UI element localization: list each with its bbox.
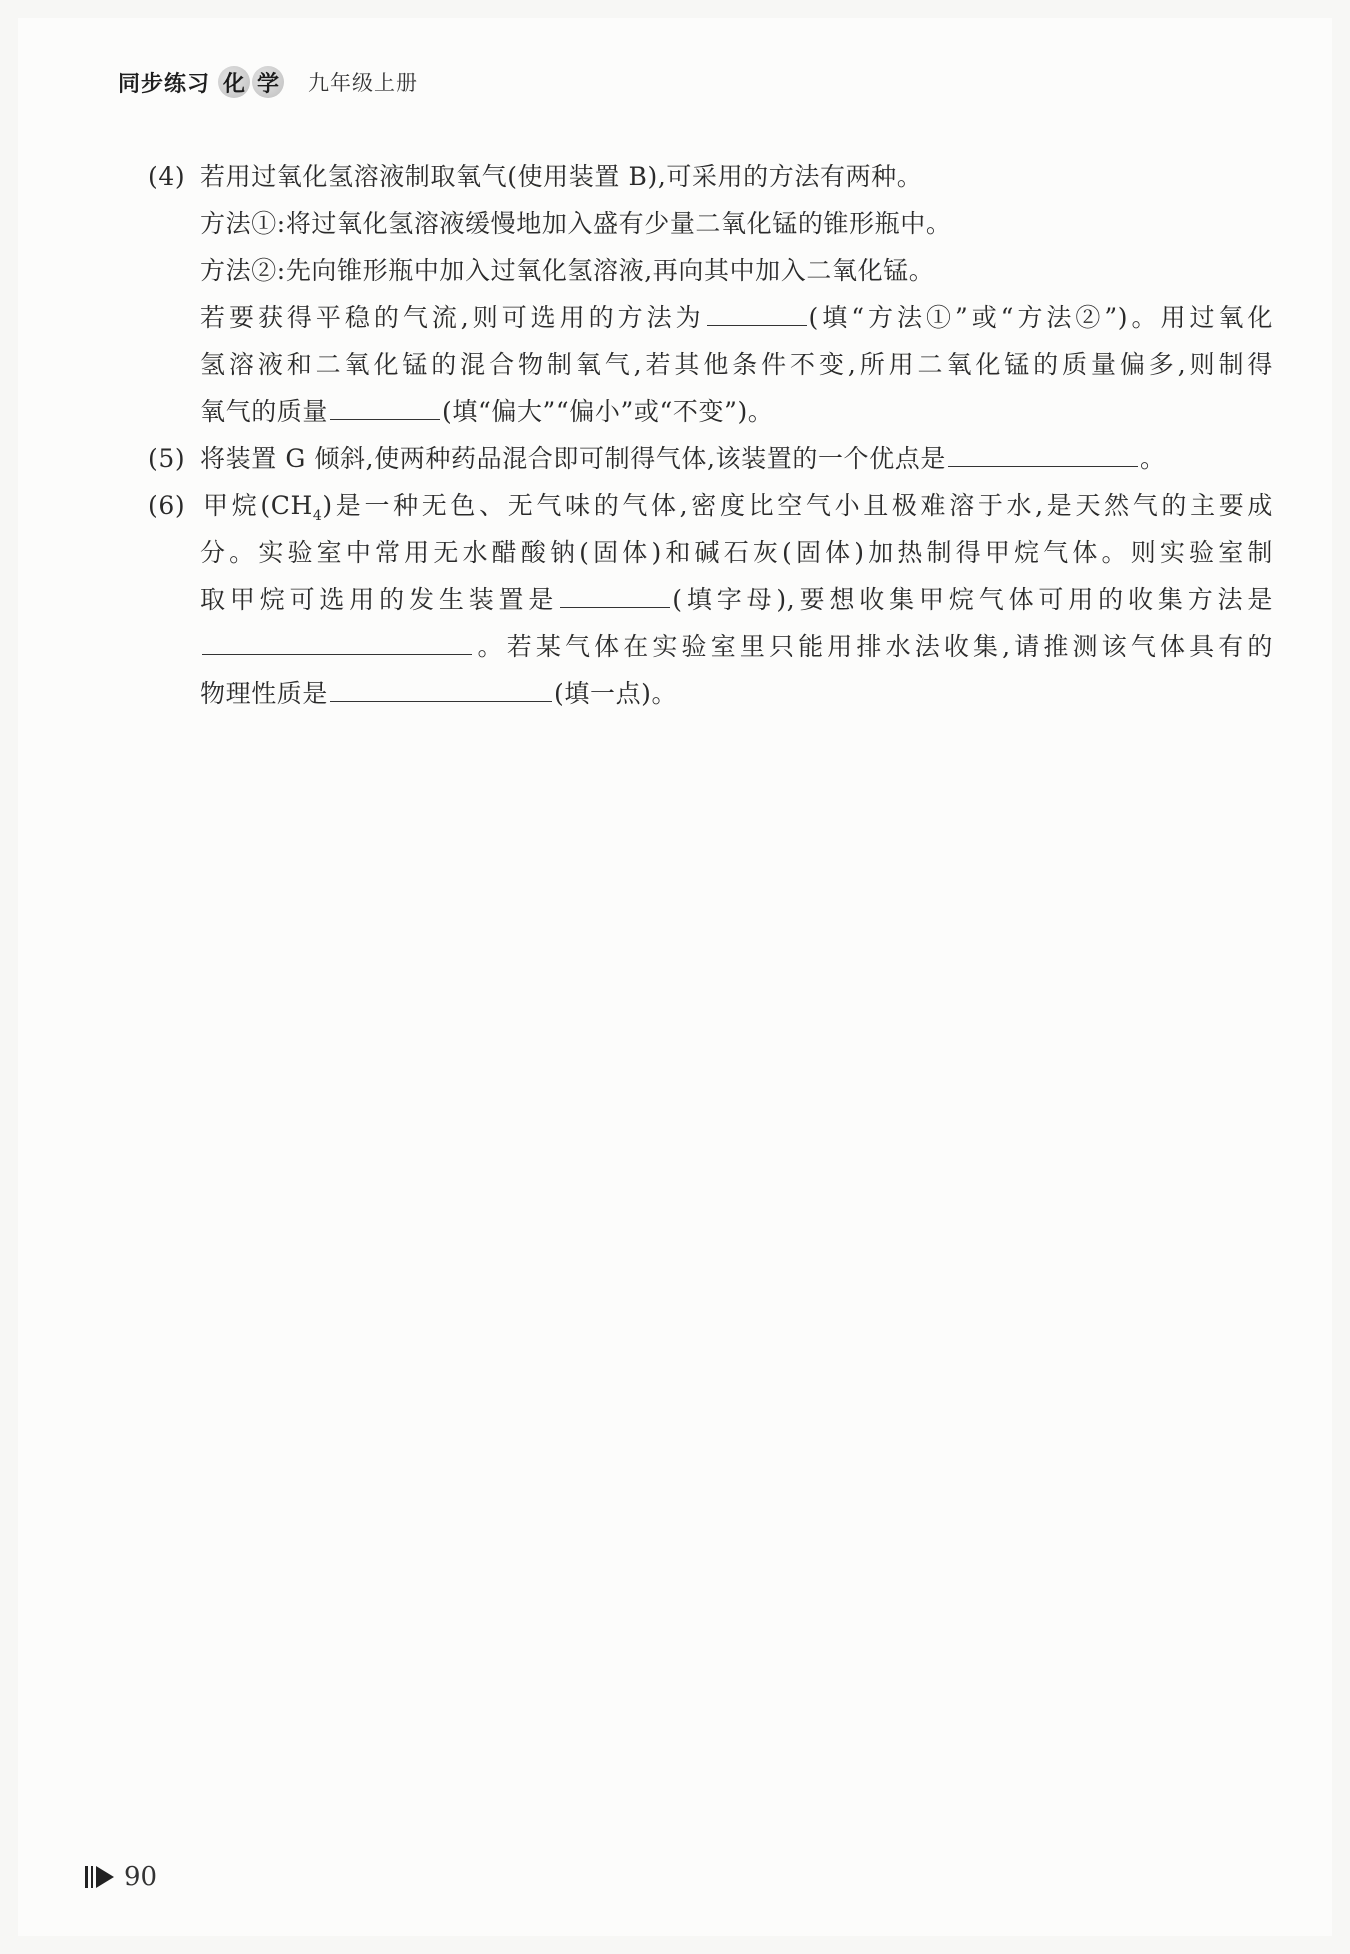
q6-line3-text-a: 取甲烷可选用的发生装置是 <box>200 585 559 614</box>
q6-formula-subscript: 4 <box>312 508 323 524</box>
q6-line5-text-a: 物理性质是 <box>200 679 329 708</box>
page-marker-icon <box>85 1866 114 1888</box>
q5-text-b: 。 <box>1139 444 1166 473</box>
q6-line4-text-b: 。若某气体在实验室里只能用排水法收集,请推测该气体具有的 <box>474 632 1273 661</box>
q6-line1 <box>148 489 1273 533</box>
subject-char-2: 学 <box>252 66 284 98</box>
q4-line4-text-b: (填“方法①”或“方法②”)。用过氧化 <box>808 303 1273 332</box>
q6-line3-text-b: (填字母),要想收集甲烷气体可用的收集方法是 <box>672 585 1274 614</box>
subject-char-1: 化 <box>218 66 250 98</box>
q6-line4 <box>200 630 1273 664</box>
series-title: 同步练习 <box>118 71 211 97</box>
q6-line5 <box>200 677 677 711</box>
q4-method1: 方法①:将过氧化氢溶液缓慢地加入盛有少量二氧化锰的锥形瓶中。 <box>200 209 952 238</box>
question-number-5: (5) <box>148 444 186 473</box>
q4-line6-text-b: (填“偏大”“偏小”或“不变”)。 <box>442 397 774 426</box>
q6-line1-text-a: 甲烷(CH <box>200 491 313 520</box>
q4-intro: 若用过氧化氢溶液制取氧气(使用装置 B),可采用的方法有两种。 <box>200 162 923 191</box>
answer-blank-q4-method[interactable] <box>707 324 807 326</box>
answer-blank-q6-apparatus[interactable] <box>560 606 670 608</box>
q4-line4-text-a: 若要获得平稳的气流,则可选用的方法为 <box>200 303 705 332</box>
q4-method2: 方法②:先向锥形瓶中加入过氧化氢溶液,再向其中加入二氧化锰。 <box>200 256 935 285</box>
page-footer <box>85 1862 157 1892</box>
q6-line3 <box>200 583 1273 617</box>
q6-line1-text-b: )是一种无色、无气味的气体,密度比空气小且极难溶于水,是天然气的主要成 <box>322 491 1273 520</box>
q4-line5: 氢溶液和二氧化锰的混合物制氧气,若其他条件不变,所用二氧化锰的质量偏多,则制得 <box>200 350 1273 379</box>
answer-blank-q6-property[interactable] <box>330 700 552 702</box>
q6-line5-text-b: (填一点)。 <box>554 679 678 708</box>
running-header <box>118 62 418 102</box>
subject-badge <box>218 66 284 98</box>
q5-line <box>148 442 1166 476</box>
q6-line2: 分。实验室中常用无水醋酸钠(固体)和碱石灰(固体)加热制得甲烷气体。则实验室制 <box>200 538 1273 567</box>
question-number-4: (4) <box>148 162 186 191</box>
question-number-6: (6) <box>148 491 186 520</box>
q4-line4 <box>200 301 1273 335</box>
answer-blank-q5-advantage[interactable] <box>948 465 1138 467</box>
answer-blank-q4-mass[interactable] <box>330 418 440 420</box>
q4-line6 <box>200 395 773 429</box>
grade-label: 九年级上册 <box>308 71 419 95</box>
page-number: 90 <box>124 1862 158 1892</box>
answer-blank-q6-collection[interactable] <box>202 653 472 655</box>
q5-text-a: 将装置 G 倾斜,使两种药品混合即可制得气体,该装置的一个优点是 <box>200 444 946 473</box>
q4-line6-text-a: 氧气的质量 <box>200 397 329 426</box>
q4-intro-line <box>148 160 922 194</box>
